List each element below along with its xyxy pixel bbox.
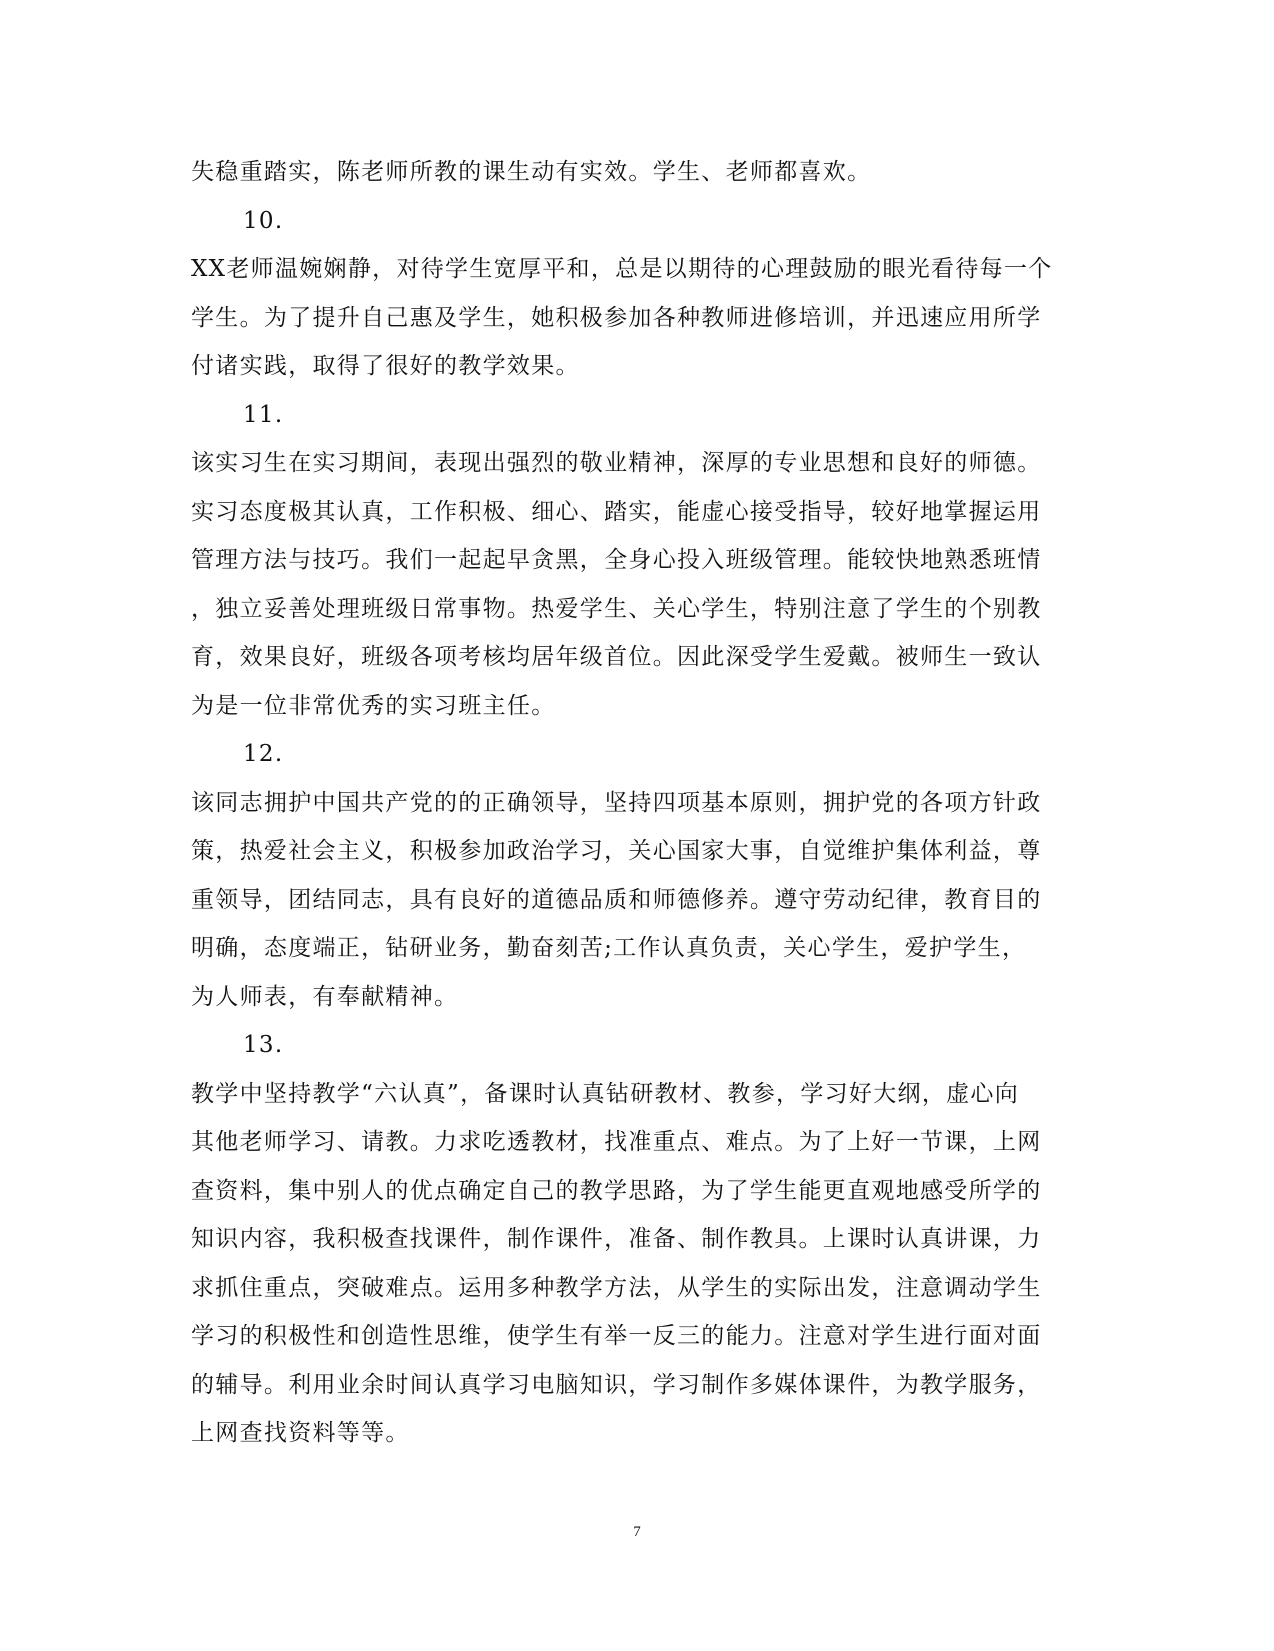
text-line: 重领导，团结同志，具有良好的道德品质和师德修养。遵守劳动纪律，教育目的 — [191, 886, 1042, 913]
item-number: 13. — [243, 1032, 284, 1058]
page-number: 7 — [633, 1524, 641, 1540]
text-line: 的辅导。利用业余时间认真学习电脑知识，学习制作多媒体课件，为教学服务， — [191, 1371, 1042, 1398]
text-line: 其他老师学习、请教。力求吃透教材，找准重点、难点。为了上好一节课，上网 — [191, 1129, 1042, 1155]
text-line: XX老师温婉娴静，对待学生宽厚平和，总是以期待的心理鼓励的眼光看待每一个 — [191, 256, 1053, 282]
text-line: 教学中坚持教学“六认真”，备课时认真钻研教材、教参，学习好大纲，虚心向 — [191, 1080, 1020, 1107]
item-number: 12. — [243, 741, 284, 767]
text-line: 实习态度极其认真，工作积极、细心、踏实，能虚心接受指导，较好地掌握运用 — [191, 498, 1042, 525]
text-line: 育，效果良好，班级各项考核均居年级首位。因此深受学生爱戴。被师生一致认 — [191, 644, 1042, 670]
text-line: ，独立妥善处理班级日常事物。热爱学生、关心学生，特别注意了学生的个别教 — [191, 595, 1042, 622]
text-line: 上网查找资料等等。 — [191, 1420, 410, 1446]
text-line: 失稳重踏实，陈老师所教的课生动有实效。学生、老师都喜欢。 — [191, 159, 872, 185]
text-line: 查资料，集中别人的优点确定自己的教学思路，为了学生能更直观地感受所学的 — [191, 1177, 1042, 1204]
text-line: 策，热爱社会主义，积极参加政治学习，关心国家大事，自觉维护集体利益，尊 — [191, 838, 1042, 864]
text-line: 为是一位非常优秀的实习班主任。 — [191, 692, 556, 719]
text-line: 明确，态度端正，钻研业务，勤奋刻苦;工作认真负责，关心学生，爱护学生， — [191, 935, 1027, 961]
text-line: 该同志拥护中国共产党的的正确领导，坚持四项基本原则，拥护党的各项方针政 — [191, 789, 1042, 816]
item-number: 10. — [243, 207, 284, 234]
text-line: 知识内容，我积极查找课件，制作课件，准备、制作教具。上课时认真讲课，力 — [191, 1226, 1042, 1252]
text-line: 学习的积极性和创造性思维，使学生有举一反三的能力。注意对学生进行面对面 — [191, 1323, 1042, 1349]
text-line: 管理方法与技巧。我们一起起早贪黑，全身心投入班级管理。能较快地熟悉班情 — [191, 547, 1042, 573]
document-body — [191, 148, 1071, 1458]
text-line: 该实习生在实习期间，表现出强烈的敬业精神，深厚的专业思想和良好的师德。 — [191, 450, 1042, 476]
item-number: 11. — [243, 401, 284, 428]
text-line: 为人师表，有奉献精神。 — [191, 983, 459, 1010]
text-line: 学生。为了提升自己惠及学生，她积极参加各种教师进修培训，并迅速应用所学 — [191, 304, 1042, 331]
text-line: 付诸实践，取得了很好的教学效果。 — [191, 353, 580, 379]
text-line: 求抓住重点，突破难点。运用多种教学方法，从学生的实际出发，注意调动学生 — [191, 1274, 1042, 1301]
